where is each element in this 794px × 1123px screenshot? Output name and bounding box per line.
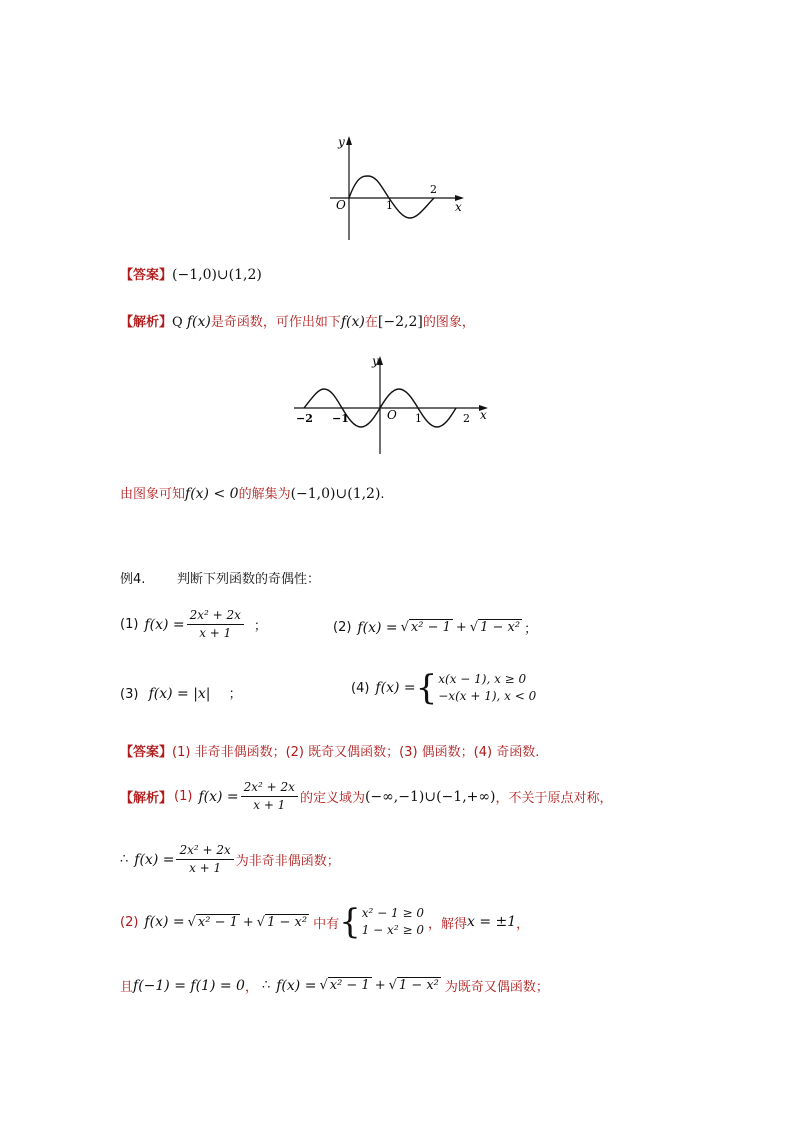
conclusion-text-2: 的解集为 xyxy=(238,487,291,502)
radicand-1: x² − 1 xyxy=(410,620,451,635)
brace-symbol: { xyxy=(339,902,361,942)
tick-label-2: 2 xyxy=(430,183,437,196)
analysis-line-1 xyxy=(120,311,475,330)
part-number: (1) xyxy=(174,789,193,804)
period: . xyxy=(380,487,385,502)
lhs: f(x) = xyxy=(144,616,185,633)
lhs: f(x) = xyxy=(276,977,317,994)
interval: [−2,2] xyxy=(377,314,423,330)
therefore-symbol: ∴ xyxy=(261,978,271,993)
y-axis-arrow xyxy=(346,136,352,145)
case-2: −x(x + 1), x < 0 xyxy=(438,689,537,703)
radicand-1: x² − 1 xyxy=(329,978,370,993)
sqrt-1: √ x² − 1 xyxy=(187,914,238,930)
y-label: y xyxy=(372,354,379,368)
condition-2: 1 − x² ≥ 0 xyxy=(361,923,424,937)
denominator: x + 1 xyxy=(199,626,232,640)
lhs: f(x) = xyxy=(144,914,185,930)
numerator: 2x² + 2x xyxy=(241,780,298,797)
equation: f(−1) = f(1) = 0 xyxy=(133,977,245,994)
numerator: 2x² + 2x xyxy=(176,843,233,860)
radicand-2: 1 − x² xyxy=(398,978,439,993)
conclusion-text: 由图象可知 xyxy=(120,487,186,502)
sqrt-1: √ x² − 1 xyxy=(319,978,370,993)
condition-1: x² − 1 ≥ 0 xyxy=(361,906,424,920)
analysis-text-2: ，解得 xyxy=(427,916,467,932)
lhs: f(x) = xyxy=(357,619,398,636)
semicolon: ； xyxy=(253,619,267,634)
comma: ， xyxy=(516,916,530,932)
analysis-text: 为非奇非偶函数； xyxy=(235,854,340,869)
lhs: f(x) = xyxy=(134,851,175,868)
problem-4 xyxy=(351,668,537,708)
example-4-prompt: 判断下列函数的奇偶性： xyxy=(177,572,321,587)
problem-number: (4) xyxy=(351,680,370,696)
therefore-symbol: ∴ xyxy=(120,852,129,867)
problem-1 xyxy=(120,608,267,641)
denominator: x + 1 xyxy=(253,798,286,812)
analysis-text: 是奇函数，可作出如下 xyxy=(210,315,341,330)
analysis-text: 的定义域为 xyxy=(299,791,365,806)
answer-text: (1) 非奇非偶函数；(2) 既奇又偶函数；(3) 偶函数；(4) 奇函数. xyxy=(172,745,540,760)
domain: (−∞,−1)∪(−1,+∞) xyxy=(364,788,496,805)
comma: ， xyxy=(244,980,258,995)
example-4-label: 例4. xyxy=(120,572,146,587)
numerator: 2x² + 2x xyxy=(187,608,244,625)
analysis-line-5 xyxy=(120,976,549,995)
fraction xyxy=(176,843,233,876)
problem-number: (1) xyxy=(120,617,139,632)
analysis-line-2 xyxy=(120,780,613,813)
function-f: f(x) xyxy=(186,314,211,330)
analysis-tag: 【解析】 xyxy=(120,791,173,806)
analysis-tag: 【解析】 xyxy=(120,315,173,330)
part-number: (2) xyxy=(120,914,139,930)
tick-label-neg2: −2 xyxy=(296,412,313,425)
solution-set: (−1,0)∪(1,2) xyxy=(290,486,381,502)
analysis-text-in: 在 xyxy=(364,315,378,330)
analysis-text: 中有 xyxy=(313,916,340,932)
analysis-text-2: 为既奇又偶函数； xyxy=(444,980,549,995)
condition-system xyxy=(339,902,424,942)
analysis-text: 且 xyxy=(120,980,134,995)
radicand-2: 1 − x² xyxy=(480,620,521,635)
origin-label: O xyxy=(387,408,397,422)
problem-2 xyxy=(333,618,537,637)
solution: x = ±1 xyxy=(466,914,517,930)
graph-sine-0-2 xyxy=(322,132,472,244)
sqrt-2: √ 1 − x² xyxy=(469,620,521,635)
answer-expression: (−1,0)∪(1,2) xyxy=(172,267,262,283)
tick-label-2: 2 xyxy=(463,412,470,425)
sqrt-2: √ 1 − x² xyxy=(256,914,308,930)
plus: + xyxy=(455,620,467,635)
fraction xyxy=(187,608,244,641)
x-label: x xyxy=(480,408,487,422)
analysis-line-3 xyxy=(120,843,340,876)
answer-tag: 【答案】 xyxy=(120,745,173,760)
tick-label-1: 1 xyxy=(386,199,393,212)
semicolon: ； xyxy=(228,687,242,702)
tick-label-1: 1 xyxy=(415,412,422,425)
analysis-text-2: ，不关于原点对称， xyxy=(495,791,613,806)
semicolon: ； xyxy=(524,622,538,637)
fraction xyxy=(241,780,298,813)
conclusion-line xyxy=(120,483,385,502)
origin-label: O xyxy=(336,198,346,212)
because-symbol: Q xyxy=(172,315,183,330)
tick-label-neg1: −1 xyxy=(332,412,349,425)
radicand-2: 1 − x² xyxy=(267,914,308,930)
answer-tag: 【答案】 xyxy=(120,268,173,283)
sqrt-1: √ x² − 1 xyxy=(400,620,451,635)
x-label: x xyxy=(455,200,462,214)
graph-sine-neg2-2 xyxy=(290,352,495,458)
plus: + xyxy=(374,978,386,993)
problem-number: (2) xyxy=(333,620,352,635)
problem-3 xyxy=(120,683,242,702)
expression: f(x) = |x| xyxy=(148,686,211,702)
answer-line-1 xyxy=(120,264,262,283)
brace-symbol: { xyxy=(415,668,438,708)
piecewise xyxy=(415,668,537,708)
problem-number: (3) xyxy=(120,687,139,702)
y-label: y xyxy=(338,135,345,149)
lhs: f(x) = xyxy=(198,788,239,805)
analysis-text-end: 的图象， xyxy=(422,315,475,330)
sqrt-2: √ 1 − x² xyxy=(388,978,439,993)
function-f-2: f(x) xyxy=(340,314,365,330)
radicand-1: x² − 1 xyxy=(197,914,238,930)
case-1: x(x − 1), x ≥ 0 xyxy=(438,672,527,686)
answer-line-2 xyxy=(120,741,539,760)
inequality: f(x) < 0 xyxy=(185,486,239,502)
analysis-line-4 xyxy=(120,902,530,942)
plus: + xyxy=(242,914,254,930)
lhs: f(x) = xyxy=(375,680,416,696)
denominator: x + 1 xyxy=(189,861,222,875)
